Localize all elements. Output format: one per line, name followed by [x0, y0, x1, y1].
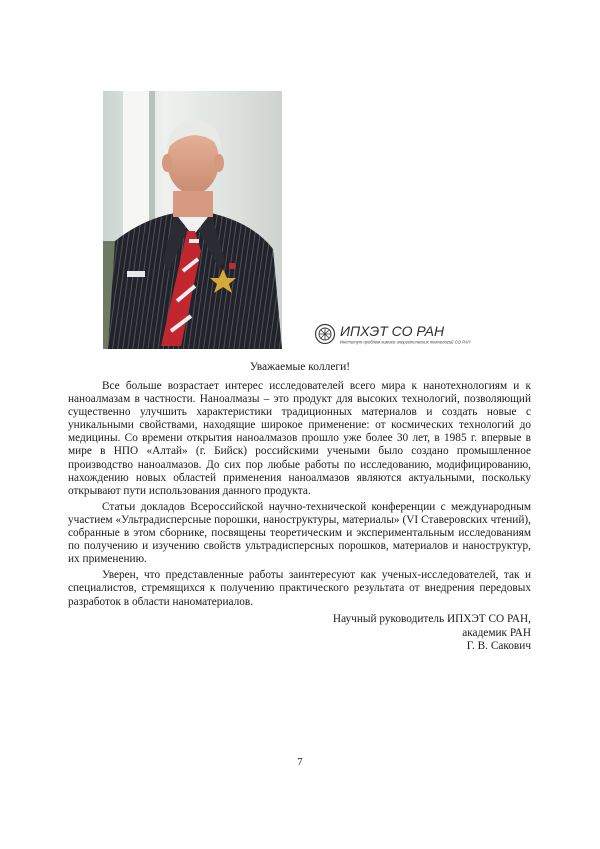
paragraph-2: Статьи докладов Всероссийской научно-технической конференции с международным участием «Ультрадисперсные порошки, наноструктуры, материалы» (VI Ставеровских чтений), собранные в этом сборнике, посвящены теоретическим и экспериментальным исследованиям по получению и изучению свойств ультрадисперсных порошков, материалов и наноструктур, их применению. — [68, 500, 531, 566]
signature-position: Научный руководитель ИПХЭТ СО РАН, — [332, 613, 531, 625]
letter-body — [68, 380, 531, 612]
signature-block — [260, 613, 531, 654]
page-number: 7 — [297, 756, 303, 768]
signature-title: академик РАН — [462, 626, 531, 639]
portrait-photo — [103, 91, 282, 349]
greeting-heading: Уважаемые коллеги! — [249, 361, 351, 373]
paragraph-1: Все больше возрастает интерес исследователей всего мира к нанотехнологиям и к наноалмазам в частности. Наноалмазы – это продукт для высоких технологий, позволяющий существенно улучшить характеристики традиционных материалов и создать новые с уникальными свойствами, находящие широкое применение: от космических технологий до медицины. Со времени открытия наноалмазов прошло уже более 30 лет, в 1985 г. впервые в мире в НПО «Алтай» (г. Бийск) российскими учеными было создано промышленное производство наноалмазов. До сих пор любые работы по исследованию, модифицированию, нахождению новых областей применения наноалмазов являются актуальными, поскольку открывают пути использования данного продукта. — [68, 380, 531, 497]
logo-name: ИПХЭТ СО РАН — [340, 323, 445, 339]
signature-name: Г. В. Сакович — [466, 640, 531, 653]
logo-subtitle: Институт проблем химико-энергетических технологий СО РАН — [340, 339, 471, 345]
institute-logo — [314, 323, 494, 345]
paragraph-3: Уверен, что представленные работы заинтересуют как ученых-исследователей, так и специалистов, стремящихся к получению практического результата от внедрения передовых разработок в области наноматериалов. — [68, 569, 531, 608]
